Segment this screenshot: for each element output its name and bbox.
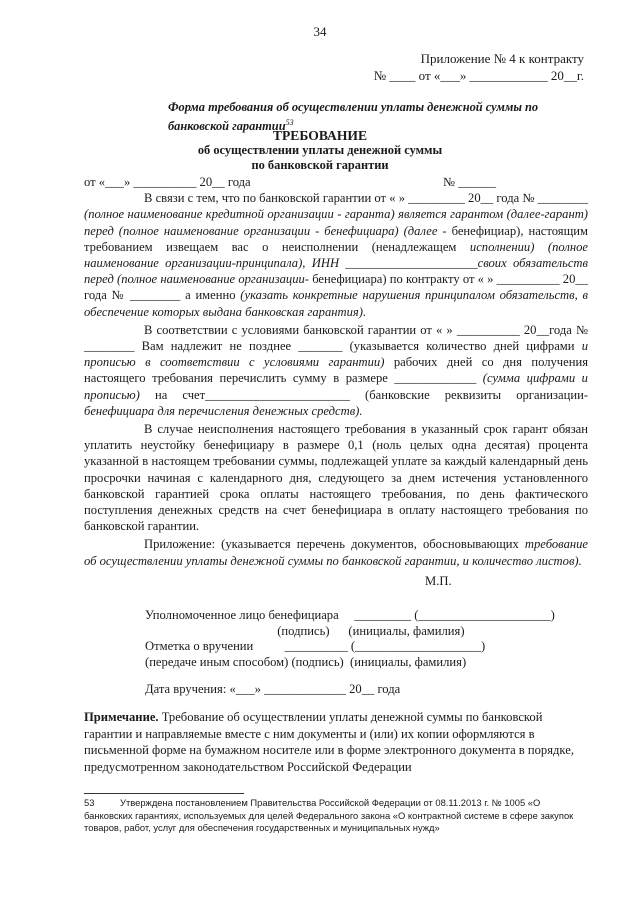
note-label: Примечание. xyxy=(84,710,159,724)
p2-line: и прописью в соответствии с условиями гарантии) xyxy=(84,339,588,370)
form-title-line-1: Форма требования об осуществлении уплаты денежной суммы по xyxy=(168,100,539,114)
p2-line: рабочих дней со дня получения настоящего требования перечислить сумму в размере xyxy=(84,355,588,386)
note-text: Требование об осуществлении уплаты денежной суммы по банковской гарантии и направляемые вместе с ним документы и (или) их копии оформляются в письменной форме на бумажном носителе или в форме электронного документа в порядке, предусмотренном законодательством Российской Федерации xyxy=(84,710,574,774)
p3-line: фактического поступления денежных средств на счет бенефициара в оплату настоящего xyxy=(84,486,588,518)
p1-line: _____________________своих обязательств перед (полное наименование организации- xyxy=(84,256,588,287)
p3-line: день просрочки начиная с календарного дня, следующего за днем истечения xyxy=(84,454,588,485)
p4-line: количество листов). xyxy=(472,553,582,568)
form-title-text: банковской гарантии xyxy=(168,119,286,134)
page-number: 34 xyxy=(313,24,327,39)
p2-line: _____________ (сумма цифрами и прописью) xyxy=(84,371,588,402)
p3-line: В случае неисполнения настоящего требования в указанный срок гарант обязан xyxy=(144,422,588,437)
p3-line: уплатить неустойку бенефициару в размере 0,1 (ноль целых одна десятая) процента xyxy=(84,438,588,453)
p2-line: бенефициара для перечисления денежных средств). xyxy=(84,403,363,418)
p1-line: исполнении) (полное наименование организации-принципала), ИНН xyxy=(84,239,589,271)
p4-line: Приложение: (указывается перечень документов, обосновывающих xyxy=(144,537,525,552)
footnote-text: Утверждена постановлением Правительства Российской Федерации от 08.11.2013 г. № 1005 «О банковских гарантиях, используемых для целей Федерального закона «О контрактной системе в сфере закупок товаров, работ, услуг для обеспечения государственных и муниципальных нужд» xyxy=(84,797,574,834)
p3-line: указанной в настоящем требовании суммы, подлежащей уплате за каждый календарный xyxy=(84,454,564,469)
annex-line-1: Приложение № 4 к контракту xyxy=(420,51,584,66)
delivery-date: Дата вручения: «___» _____________ 20__ года xyxy=(145,682,401,696)
paragraph-4 xyxy=(84,536,588,568)
p2-line: № ________ Вам надлежит не позднее _______ (указывается количество дней цифрами xyxy=(84,322,588,354)
p1-line: выдана банковская гарантия). xyxy=(202,304,367,319)
signature-authorized-person: Уполномоченное лицо бенефициара _________ (_____________________) xyxy=(145,608,555,622)
p1-line: (указать конкретные нарушения принципалом обязательств, в обеспечение которых xyxy=(84,288,588,319)
annex-line-2: № ____ от «___» ____________ 20__г. xyxy=(373,68,584,83)
date-field: от «___» __________ 20__ года xyxy=(84,175,251,189)
delivery-mark: Отметка о вручении __________ (____________________) xyxy=(145,639,486,653)
delivery-captions: (передаче иным способом) (подпись) (инициалы, фамилия) xyxy=(145,655,467,669)
footnote-ref: 53 xyxy=(285,118,294,127)
note xyxy=(84,709,588,775)
p1-line: бенефициар), настоящим требованием извещаем вас о неисполнении (ненадлежащем xyxy=(84,223,588,254)
p2-line: В соответствии с условиями банковской гарантии от « » __________ 20__года xyxy=(144,322,576,337)
p1-line: бенефициара) по контракту от « » __________ 20__ года № ________ а именно xyxy=(84,272,588,303)
p3-line: требования по банковской гарантии. xyxy=(84,503,588,534)
number-field: № ______ xyxy=(443,175,496,189)
p1-line: В связи с тем, что по банковской гарантии от « » _________ 20__ года № xyxy=(144,191,538,206)
date-line xyxy=(84,174,588,190)
document-title xyxy=(0,128,640,173)
title-line-2: об осуществлении уплаты денежной суммы xyxy=(197,143,443,157)
paragraph-1 xyxy=(84,190,588,320)
footnote-number: 53 xyxy=(84,797,95,808)
title-line-1: ТРЕБОВАНИЕ xyxy=(272,128,368,143)
p3-line: установленного банковской гарантией срока оплаты настоящего требования, по день xyxy=(84,470,588,501)
footnote xyxy=(84,797,588,835)
p1-line: ________ (полное наименование кредитной организации - гаранта) является гарантом xyxy=(84,191,588,222)
title-line-3: по банковской гарантии xyxy=(251,158,389,172)
annex-reference xyxy=(374,50,584,84)
footnote-divider xyxy=(84,793,244,794)
paragraph-2 xyxy=(84,322,588,419)
p2-line: на счет_______________________ (банковские реквизиты организации- xyxy=(154,387,589,402)
stamp-label: М.П. xyxy=(425,574,452,588)
p1-line: (далее-гарант) перед (полное наименование организации - бенефициара) (далее - xyxy=(84,207,588,238)
document-body xyxy=(84,174,588,569)
p4-line: требование об осуществлении уплаты денежной суммы по банковской гарантии, и xyxy=(84,537,588,568)
paragraph-3 xyxy=(84,421,588,534)
signature-captions: (подпись) (инициалы, фамилия) xyxy=(145,624,465,638)
